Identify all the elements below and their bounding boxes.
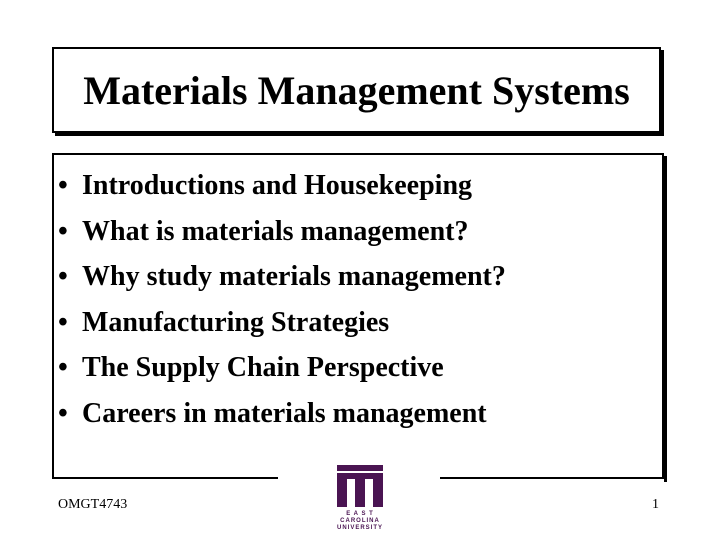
- frame-bottom-border-right: [440, 477, 664, 479]
- bullet-dot: •: [58, 261, 68, 292]
- frame-right-shadow: [664, 156, 667, 482]
- logo-text-carolina: CAROLINA: [340, 518, 380, 524]
- bullet-item: [58, 163, 506, 209]
- bullet-dot: •: [58, 397, 68, 429]
- bullet-dot: •: [58, 215, 68, 247]
- bullet-dot: •: [58, 352, 68, 383]
- logo-text-university: UNIVERSITY: [336, 525, 383, 531]
- bullet-dot: •: [58, 170, 68, 201]
- frame-top-border: [52, 153, 664, 155]
- bullet-item: [58, 209, 506, 255]
- bullet-item: [58, 300, 506, 346]
- frame-left-border: [52, 153, 54, 479]
- university-logo: [333, 463, 387, 535]
- course-code: OMGT4743: [58, 497, 128, 512]
- slide-title: Materials Management Systems: [83, 67, 630, 113]
- bullet-text: Why study materials management?: [82, 261, 506, 292]
- logo-text-east: E A S T: [346, 511, 374, 517]
- university-logo-icon: [333, 463, 387, 509]
- bullet-text: Manufacturing Strategies: [82, 306, 390, 338]
- page-number: 1: [652, 497, 659, 512]
- bullet-dot: •: [58, 306, 68, 338]
- bullet-item: [58, 345, 506, 391]
- bullet-item: [58, 391, 506, 437]
- bullet-item: [58, 254, 506, 300]
- bullet-text: The Supply Chain Perspective: [82, 352, 444, 383]
- bullet-text: Careers in materials management: [82, 397, 487, 429]
- bullet-list: [58, 163, 506, 436]
- frame-bottom-border-left: [52, 477, 278, 479]
- slide-title-box: [52, 47, 661, 133]
- bullet-text: What is materials management?: [82, 215, 469, 247]
- bullet-text: Introductions and Housekeeping: [82, 170, 473, 201]
